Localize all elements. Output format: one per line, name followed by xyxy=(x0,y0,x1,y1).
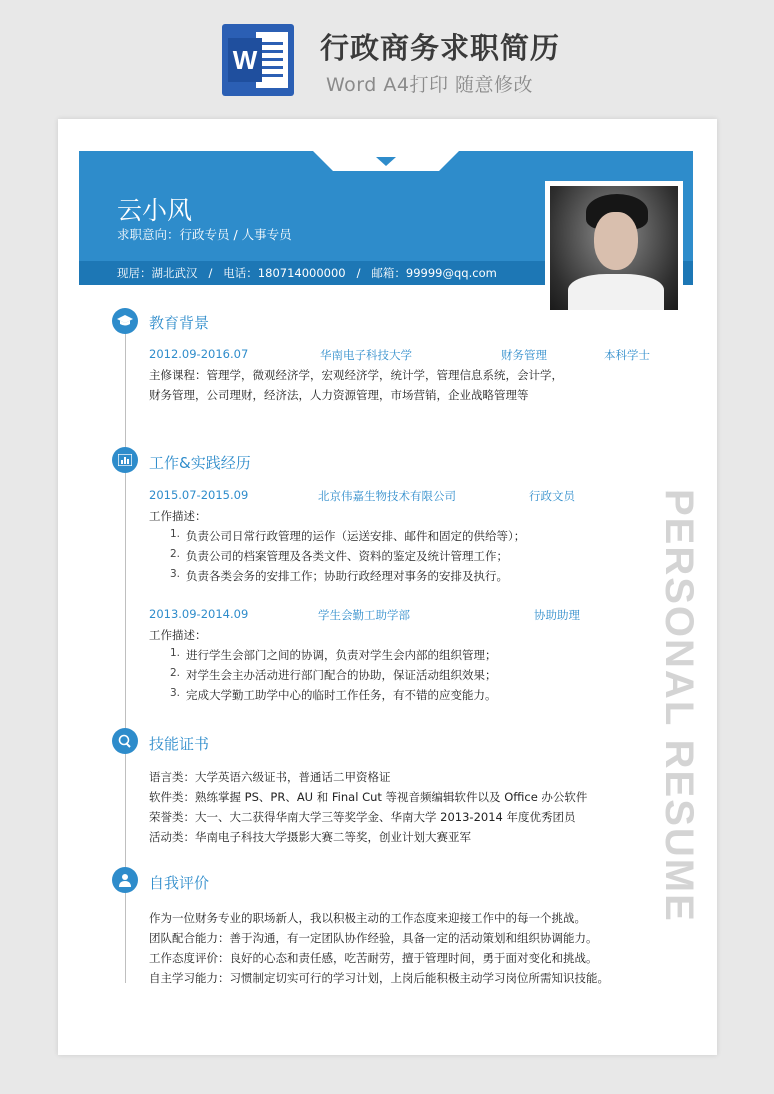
header-notch-left xyxy=(313,151,333,171)
self-eval-line: 作为一位财务专业的职场新人，我以积极主动的工作态度来迎接工作中的每一个挑战。 xyxy=(149,911,586,925)
edu-major: 财务管理 xyxy=(501,348,547,362)
job-date: 2015.07-2015.09 xyxy=(149,488,249,502)
section-title-skills: 技能证书 xyxy=(149,735,210,753)
candidate-name: 云小风 xyxy=(117,196,193,225)
chevron-down-icon xyxy=(376,157,396,166)
watermark-text: PERSONAL RESUME xyxy=(657,489,701,923)
job-intent: 求职意向：行政专员 / 人事专员 xyxy=(117,227,292,242)
edu-date: 2012.09-2016.07 xyxy=(149,347,249,361)
section-title-education: 教育背景 xyxy=(149,314,210,332)
self-eval-line: 团队配合能力：善于沟通，有一定团队协作经验，具备一定的活动策划和组织协调能力。 xyxy=(149,931,598,945)
job-date: 2013.09-2014.09 xyxy=(149,607,249,621)
resume-header xyxy=(79,151,693,285)
person-icon xyxy=(112,867,138,893)
top-banner xyxy=(0,0,774,118)
profile-photo-frame xyxy=(545,181,683,315)
job-role: 行政文员 xyxy=(529,489,575,503)
job-company: 学生会勤工助学部 xyxy=(318,608,410,622)
header-notch-right xyxy=(439,151,459,171)
job-role: 协助助理 xyxy=(534,608,580,622)
job-desc-label: 工作描述： xyxy=(149,628,207,642)
skill-line: 荣誉类：大一、大二获得华南大学三等奖学金、华南大学 2013-2014 年度优秀团员 xyxy=(149,810,576,824)
section-title-work: 工作&实践经历 xyxy=(149,454,251,472)
edu-courses-line: 财务管理，公司理财，经济法，人力资源管理，市场营销，企业战略管理等 xyxy=(149,388,529,402)
skill-line: 软件类：熟练掌握 PS、PR、AU 和 Final Cut 等视音频编辑软件以及 Office 办公软件 xyxy=(149,790,588,804)
bar-chart-icon xyxy=(112,447,138,473)
resume-page: 云小风 求职意向：行政专员 / 人事专员 现居：湖北武汉 / 电话：180714000000 / 邮箱：99999@qq.com PERSONAL RESUME 教育背景 2012.09-2016.07 华南电子科技大学 财务管理 本科学士 主修课程：管理学，微观经济学，宏观经济学，统计学，管理信息系统，会计学， 财务管理，公司理财，经济法，人力资源管理，市场营销，企业战略管理等 工作&实践经历 2015.07-2015.09 北京伟嘉生物技术有限公司 行政文员 工作描述： 1. 负责公司日常行政管理的运作（运送安排、邮件和固定的供给等）； 2. 负责公司的档案管理及各类文件、资料的鉴定及统计管理工作； 3. 负责各类会务的安排工作；协助行政经理对事务的安排及执行。 2013.09-2014.09 学生会勤工助学部 协助助理 工作描述： 1. 进行学生会部门之间的协调，负责对学生会内部的组织管理； 2. 对学生会主办活动进行部门配合的协助，保证活动组织效果； 3. 完成大学勤工助学中心的临时工作任务，有不错的应变能力。 技能证书 语言类：大学英语六级证书，普通话二甲资格证 软件类：熟练掌握 PS、PR、AU 和 Final Cut 等视音频编辑软件以及 Office 办公软件 荣誉类：大一、大二获得华南大学三等奖学金、华南大学 2013-2014 年度优秀团员 活动类：华南电子科技大学摄影大赛二等奖，创业计划大赛亚军 自我评价 作为一位财务专业的职场新人，我以积极主动的工作态度来迎接工作中的每一个挑战。 团队配合能力：善于沟通，有一定团队协作经验，具备一定的活动策划和组织协调能力。 工作态度评价：良好的心态和责任感，吃苦耐劳，擅于管理时间，勇于面对变化和挑战。 自主学习能力：习惯制定切实可行的学习计划，上岗后能积极主动学习岗位所需知识技能。 xyxy=(58,119,717,1055)
edu-degree: 本科学士 xyxy=(604,348,650,362)
word-app-icon xyxy=(222,24,294,96)
word-letter: W xyxy=(228,38,262,82)
job-desc-label: 工作描述： xyxy=(149,509,207,523)
contact-info: 现居：湖北武汉 / 电话：180714000000 / 邮箱：99999@qq.com xyxy=(117,266,497,280)
banner-subtitle: Word A4打印 随意修改 xyxy=(326,74,534,96)
skill-line: 活动类：华南电子科技大学摄影大赛二等奖，创业计划大赛亚军 xyxy=(149,830,471,844)
self-eval-line: 自主学习能力：习惯制定切实可行的学习计划，上岗后能积极主动学习岗位所需知识技能。 xyxy=(149,971,609,985)
banner-title: 行政商务求职简历 xyxy=(320,31,561,65)
certificate-icon xyxy=(112,728,138,754)
self-eval-line: 工作态度评价：良好的心态和责任感，吃苦耐劳，擅于管理时间，勇于面对变化和挑战。 xyxy=(149,951,598,965)
graduation-cap-icon xyxy=(112,308,138,334)
profile-photo xyxy=(550,186,678,310)
edu-courses-line: 主修课程：管理学，微观经济学，宏观经济学，统计学，管理信息系统，会计学， xyxy=(149,368,563,382)
section-title-self-eval: 自我评价 xyxy=(149,874,210,892)
job-company: 北京伟嘉生物技术有限公司 xyxy=(318,489,456,503)
skill-line: 语言类：大学英语六级证书，普通话二甲资格证 xyxy=(149,770,391,784)
edu-school: 华南电子科技大学 xyxy=(320,348,412,362)
